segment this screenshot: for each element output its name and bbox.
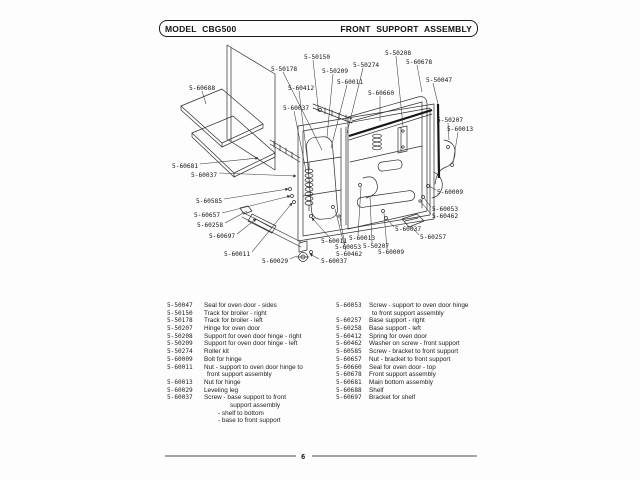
parts-row bbox=[167, 348, 303, 356]
parts-row bbox=[167, 371, 303, 379]
part-number: 5-50208 bbox=[167, 332, 193, 340]
part-desc: support assembly bbox=[230, 401, 281, 409]
part-desc: Base support - left bbox=[369, 325, 421, 333]
part-desc: Hinge for oven door bbox=[204, 325, 261, 333]
part-desc: Support for oven door hinge - left bbox=[204, 340, 298, 348]
part-desc: Base support - right bbox=[369, 317, 425, 325]
parts-row bbox=[336, 302, 468, 310]
part-label: 5-60585 bbox=[196, 198, 223, 205]
part-desc: Screw - bracket to front support bbox=[369, 348, 459, 356]
part-desc: Screw - support to oven door hinge bbox=[369, 302, 469, 309]
parts-row bbox=[167, 333, 303, 341]
part-number: 5-60011 bbox=[167, 363, 193, 371]
footer bbox=[165, 453, 477, 461]
part-label: 5-60657 bbox=[194, 212, 221, 219]
parts-row bbox=[167, 317, 303, 325]
part-label: 5-60013 bbox=[349, 235, 376, 242]
part-label: 5-50274 bbox=[353, 62, 380, 69]
part-desc: Front support assembly bbox=[369, 371, 436, 379]
part-number: 5-50209 bbox=[167, 340, 193, 348]
part-label: 5-60053 bbox=[432, 206, 459, 213]
part-desc: Screw - base support to front bbox=[204, 394, 287, 402]
page-number: 6 bbox=[301, 453, 306, 461]
part-number: 5-60585 bbox=[336, 348, 362, 356]
part-label: 5-60011 bbox=[337, 79, 364, 86]
part-label: 5-60462 bbox=[336, 251, 363, 258]
part-label: 5-60258 bbox=[197, 222, 224, 229]
model-label: MODEL CBG500 bbox=[165, 23, 237, 34]
part-number: 5-60053 bbox=[336, 302, 362, 309]
parts-row bbox=[336, 325, 468, 333]
part-label: 5-50047 bbox=[426, 77, 453, 84]
part-number: 5-60037 bbox=[167, 394, 193, 402]
part-label: 5-60688 bbox=[189, 85, 216, 92]
part-number bbox=[167, 410, 204, 418]
part-number: 5-60009 bbox=[167, 355, 193, 363]
part-label: 5-60009 bbox=[378, 249, 405, 256]
parts-row bbox=[336, 387, 468, 395]
part-number: 5-60013 bbox=[167, 378, 193, 386]
part-label: 5-50150 bbox=[304, 54, 331, 61]
assembly-title: FRONT SUPPORT ASSEMBLY bbox=[340, 23, 472, 34]
part-number: 5-60688 bbox=[336, 386, 362, 394]
part-desc: Nut for hinge bbox=[204, 378, 241, 386]
part-desc: Bracket for shelf bbox=[369, 394, 416, 402]
part-label: 5-60011 bbox=[224, 251, 251, 258]
part-label: 5-50208 bbox=[385, 50, 412, 57]
part-desc: - shelf to bottom bbox=[218, 409, 264, 417]
part-label: 5-60053 bbox=[335, 244, 362, 251]
part-label: 5-60011 bbox=[321, 238, 348, 245]
part-label: 5-50178 bbox=[271, 66, 298, 73]
door-seals bbox=[349, 104, 439, 178]
parts-row bbox=[336, 310, 468, 318]
part-desc: Bolt for hinge bbox=[204, 355, 242, 363]
part-label: 5-60678 bbox=[406, 59, 433, 66]
part-label: 5-50207 bbox=[437, 117, 464, 124]
part-number: 5-60657 bbox=[336, 355, 362, 363]
part-label: 5-60037 bbox=[395, 226, 422, 233]
parts-row bbox=[336, 340, 468, 348]
part-desc: Seal for oven door - top bbox=[369, 363, 436, 371]
part-number bbox=[167, 371, 204, 379]
part-label: 5-60037 bbox=[191, 172, 218, 179]
parts-list-left bbox=[167, 302, 303, 425]
parts-row bbox=[167, 417, 303, 425]
part-label: 5-60412 bbox=[288, 85, 315, 92]
part-desc: Track for broiler - right bbox=[204, 309, 267, 317]
parts-row bbox=[336, 371, 468, 379]
part-number: 5-60660 bbox=[336, 363, 362, 371]
part-number bbox=[167, 417, 204, 425]
part-label: 5-60029 bbox=[262, 258, 289, 265]
parts-row bbox=[167, 340, 303, 348]
part-number: 5-50150 bbox=[167, 309, 193, 317]
part-desc: Seal for oven door - sides bbox=[204, 302, 277, 309]
part-desc: Track for broiler - left bbox=[204, 317, 263, 325]
part-number: 5-60258 bbox=[336, 325, 362, 333]
part-desc: Leveling leg bbox=[204, 386, 239, 394]
part-number: 5-60681 bbox=[336, 378, 362, 386]
part-desc: Main bottom assembly bbox=[369, 378, 433, 386]
part-number bbox=[167, 402, 204, 410]
part-desc: Roller kit bbox=[204, 348, 229, 356]
parts-row bbox=[167, 325, 303, 333]
part-desc: - base to front support bbox=[218, 417, 281, 425]
part-desc: Spring for oven door bbox=[369, 332, 427, 340]
parts-row bbox=[336, 379, 468, 387]
part-label: 5-60009 bbox=[437, 189, 464, 196]
part-label: 5-60697 bbox=[209, 233, 236, 240]
part-number: 5-50178 bbox=[167, 317, 193, 325]
part-number: 5-60678 bbox=[336, 371, 362, 379]
part-number: 5-50207 bbox=[167, 325, 193, 333]
part-number: 5-50047 bbox=[167, 302, 193, 309]
part-desc: Washer on screw - front support bbox=[369, 340, 460, 348]
parts-list-right bbox=[336, 302, 468, 402]
parts-row bbox=[167, 402, 303, 410]
parts-row bbox=[167, 302, 303, 310]
parts-row bbox=[167, 379, 303, 387]
parts-row bbox=[336, 356, 468, 364]
parts-row bbox=[336, 364, 468, 372]
part-desc: to front support assembly bbox=[372, 309, 444, 317]
part-label: 5-60462 bbox=[432, 213, 459, 220]
parts-row bbox=[167, 356, 303, 364]
part-number bbox=[336, 310, 369, 318]
part-number: 5-60697 bbox=[336, 394, 362, 402]
parts-row bbox=[336, 394, 468, 402]
part-label: 5-60681 bbox=[172, 163, 199, 170]
part-label: 5-60013 bbox=[447, 126, 474, 133]
parts-row bbox=[167, 364, 303, 372]
part-desc: Nut - bracket to front support bbox=[369, 355, 451, 363]
part-number: 5-50274 bbox=[167, 348, 193, 356]
parts-row bbox=[336, 333, 468, 341]
parts-row bbox=[167, 310, 303, 318]
part-number: 5-60029 bbox=[167, 386, 193, 394]
part-label: 5-50209 bbox=[322, 68, 349, 75]
part-number: 5-60462 bbox=[336, 340, 362, 348]
parts-row bbox=[167, 410, 303, 418]
part-desc: Support for oven door hinge - right bbox=[204, 332, 302, 340]
part-label: 5-60660 bbox=[368, 90, 395, 97]
parts-row bbox=[336, 317, 468, 325]
parts-row bbox=[336, 348, 468, 356]
part-label: 5-60257 bbox=[420, 234, 447, 241]
part-desc: Nut - support to oven door hinge to bbox=[204, 363, 303, 371]
part-desc: front support assembly bbox=[207, 371, 272, 379]
parts-row bbox=[167, 387, 303, 395]
parts-row bbox=[167, 394, 303, 402]
part-label: 5-50207 bbox=[363, 243, 390, 250]
part-number: 5-60412 bbox=[336, 332, 362, 340]
part-desc: Shelf bbox=[369, 386, 384, 394]
part-label: 5-60037 bbox=[283, 105, 310, 112]
part-label: 5-60037 bbox=[321, 258, 348, 265]
part-number: 5-60257 bbox=[336, 317, 362, 325]
